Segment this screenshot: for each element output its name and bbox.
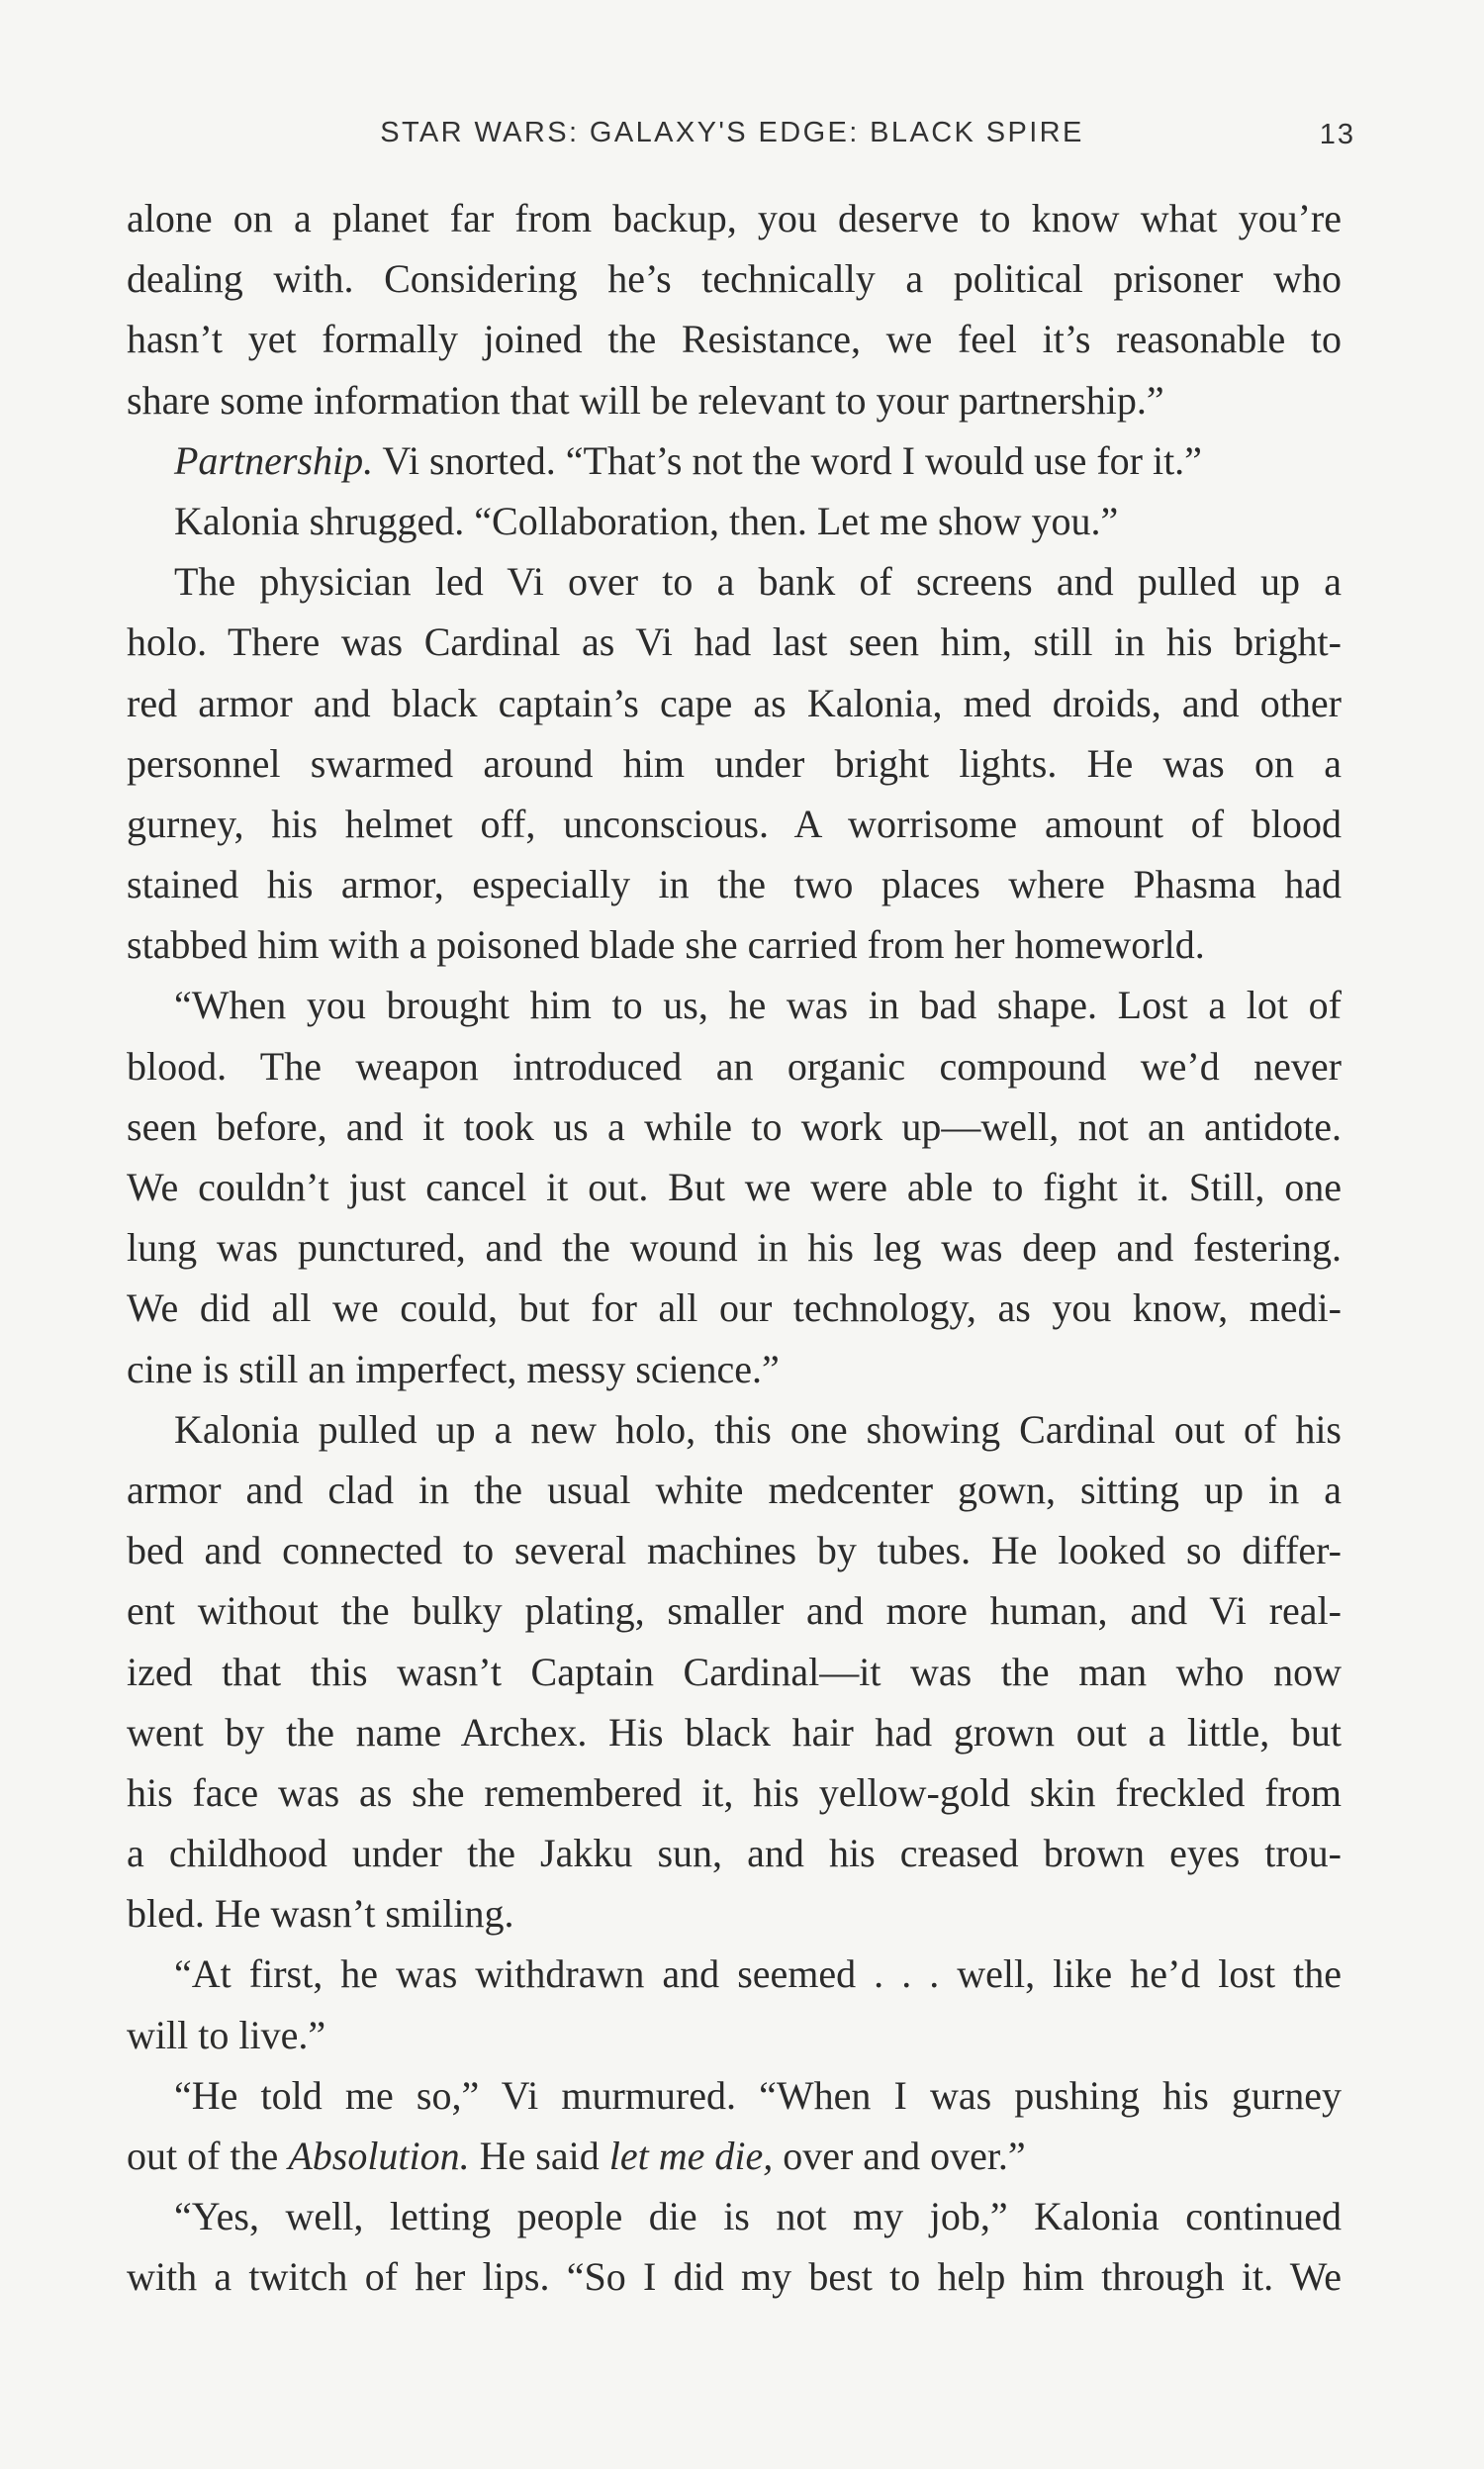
text-line [127,1762,1342,1823]
running-head: STAR WARS: GALAXY'S EDGE: BLACK SPIRE [380,117,1084,148]
text-line [127,1520,1342,1580]
text-run: ized that this wasn’t Captain Cardinal—it was the man who now [127,1649,1342,1694]
text-run: bed and connected to several machines by tubes. He looked so differ- [127,1528,1342,1573]
text-line [127,248,1342,309]
text-line [127,551,1342,612]
text-run: “He told me so,” Vi murmured. “When I was pushing his gurney [174,2072,1342,2118]
text-run: seen before, and it took us a while to work up—well, not an antidote. [127,1103,1342,1149]
text-line [127,1702,1342,1762]
text-run: a childhood under the Jakku sun, and his creased brown eyes trou- [127,1831,1342,1876]
text-run: stained his armor, especially in the two places where Phasma had [127,862,1342,907]
text-line [127,188,1342,248]
text-run: lung was punctured, and the wound in his leg was deep and festering. [127,1225,1342,1271]
text-line [127,1883,1342,1944]
text-line [127,975,1342,1035]
italic-text: Partnership. [174,437,374,483]
text-line [127,309,1342,369]
text-line [127,491,1342,551]
text-line [127,794,1342,854]
text-line [127,2246,1342,2307]
text-line [127,1823,1342,1883]
text-line [127,1460,1342,1520]
text-run: “When you brought him to us, he was in bad shape. Lost a lot of [174,983,1342,1028]
text-run: “Yes, well, letting people die is not my job,” Kalonia continued [174,2194,1342,2239]
text-run: holo. There was Cardinal as Vi had last seen him, still in his bright- [127,619,1342,665]
text-run: will to live.” [127,2012,326,2057]
text-line [127,673,1342,733]
text-run: cine is still an imperfect, messy science.” [127,1346,780,1391]
text-run: share some information that will be relevant to your partnership.” [127,377,1164,423]
text-line [127,1642,1342,1702]
text-line [127,1036,1342,1096]
text-line [127,370,1342,430]
text-line [127,1399,1342,1460]
text-line [127,1944,1342,2004]
text-run: blood. The weapon introduced an organic compound we’d never [127,1043,1342,1089]
text-run: stabbed him with a poisoned blade she carried from her homeworld. [127,922,1205,968]
text-run: bled. He wasn’t smiling. [127,1891,514,1937]
text-line [127,2186,1342,2246]
text-run: The physician led Vi over to a bank of screens and pulled up a [174,559,1342,605]
text-line [127,1580,1342,1641]
text-run: “At first, he was withdrawn and seemed . . . well, like he’d lost the [174,1951,1342,1997]
text-line [127,430,1342,491]
text-line [127,1217,1342,1278]
text-line [127,854,1342,914]
text-run: Vi snorted. “That’s not the word I would use for it.” [373,437,1202,483]
text-line [127,1278,1342,1338]
text-line [127,1096,1342,1157]
text-run: out of the [127,2134,289,2178]
text-run: We couldn’t just cancel it out. But we were able to fight it. Still, one [127,1165,1342,1209]
text-line [127,1157,1342,1217]
text-run: We did all we could, but for all our technology, as you know, medi- [127,1285,1342,1331]
text-line [127,1339,1342,1399]
text-run: ent without the bulky plating, smaller and more human, and Vi real- [127,1588,1342,1634]
text-run: Kalonia pulled up a new holo, this one showing Cardinal out of his [174,1406,1342,1452]
text-run: personnel swarmed around him under bright lights. He was on a [127,740,1342,786]
text-line [127,914,1342,975]
text-run: went by the name Archex. His black hair had grown out a little, but [127,1709,1342,1755]
text-line [127,2005,1342,2065]
text-run: armor and clad in the usual white medcenter gown, sitting up in a [127,1467,1342,1512]
italic-text: Absolution. [288,2134,470,2178]
text-run: Kalonia shrugged. “Collaboration, then. Let me show you.” [174,498,1119,543]
italic-text: let me die, [608,2134,774,2178]
text-line [127,2126,1342,2186]
text-run: over and over.” [773,2134,1026,2178]
text-run: gurney, his helmet off, unconscious. A worrisome amount of blood [127,801,1342,846]
text-line [127,612,1342,672]
text-run: hasn’t yet formally joined the Resistance, we feel it’s reasonable to [127,317,1342,362]
text-line [127,733,1342,794]
text-run: with a twitch of her lips. “So I did my best to help him through it. We [127,2254,1342,2300]
text-run: his face was as she remembered it, his yellow-gold skin freckled from [127,1769,1342,1815]
body-text [127,188,1342,2308]
page-number: 13 [1319,119,1355,150]
text-run: He said [469,2134,609,2178]
text-line [127,2065,1342,2126]
text-run: dealing with. Considering he’s technically a political prisoner who [127,256,1342,302]
text-run: red armor and black captain’s cape as Kalonia, med droids, and other [127,680,1342,725]
text-run: alone on a planet far from backup, you deserve to know what you’re [127,196,1342,240]
